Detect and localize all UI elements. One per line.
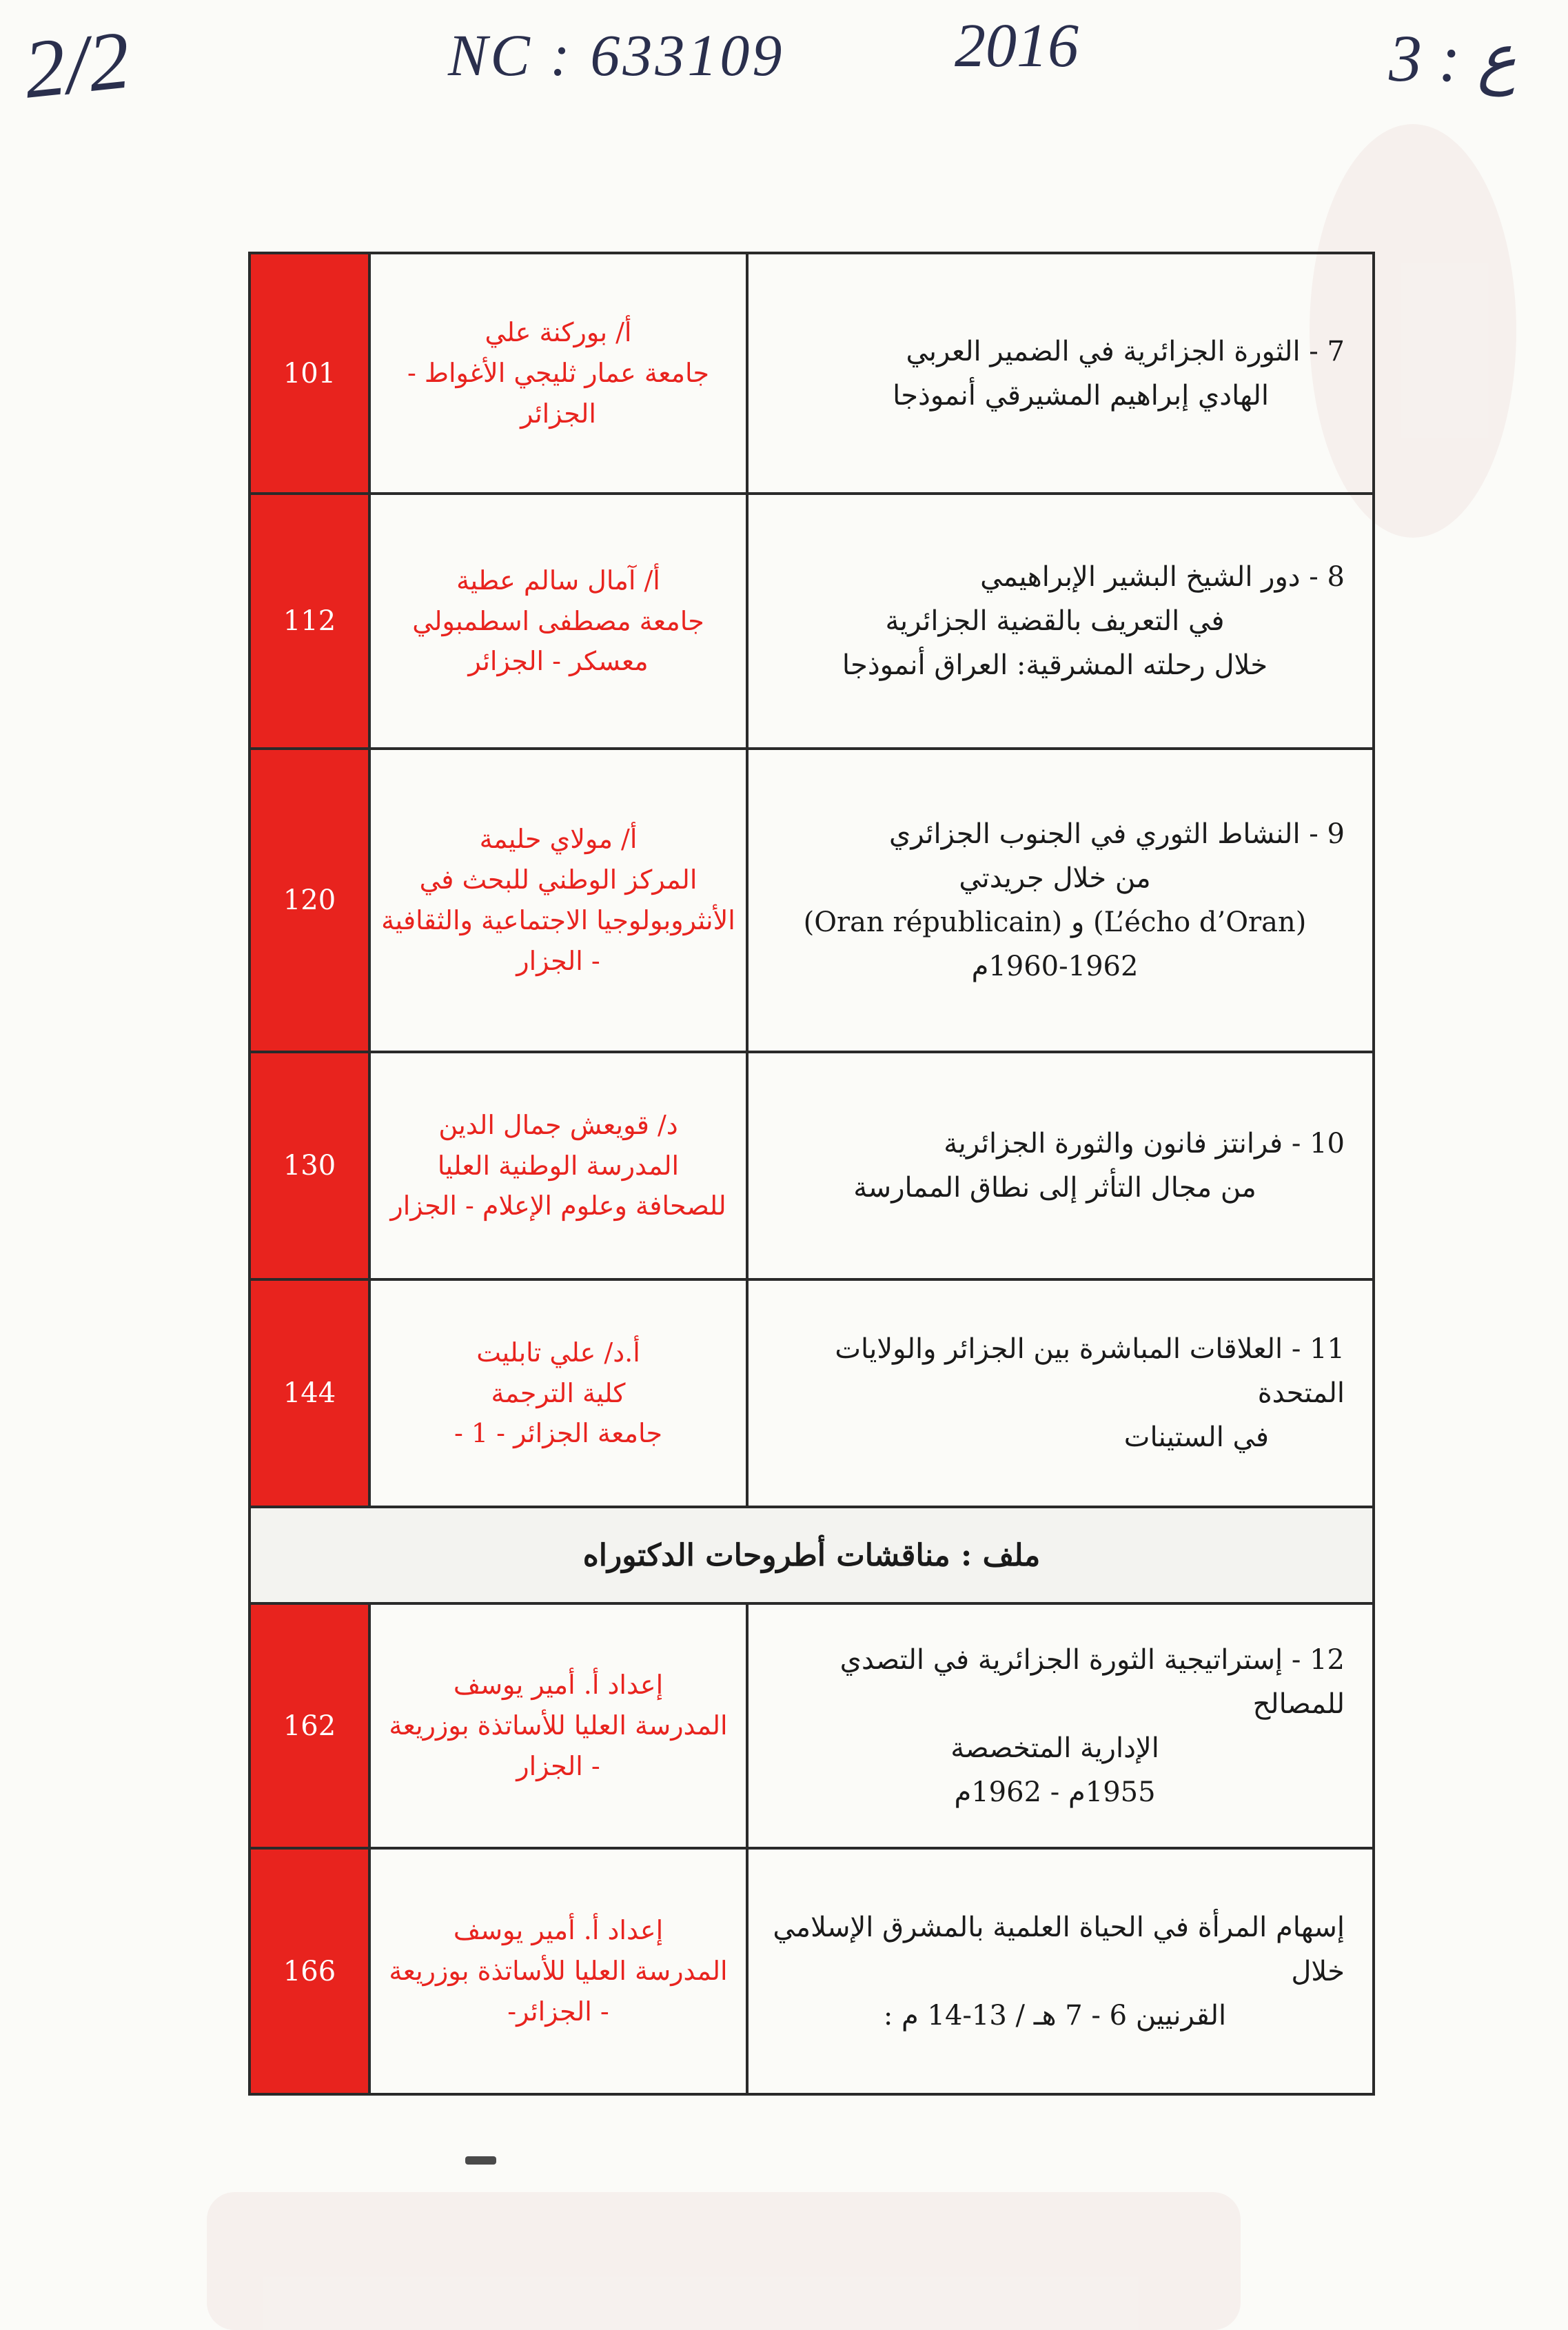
author-cell — [371, 1053, 749, 1278]
title-line: (Oran républicain) و (L’écho d’Oran) — [803, 906, 1307, 938]
title-line: في التعريف بالقضية الجزائرية — [885, 605, 1225, 637]
handwritten-page-mark: 2/2 — [19, 13, 134, 116]
title-line: 9 - النشاط الثوري في الجنوب الجزائري — [889, 818, 1345, 850]
title-line: الإدارية المتخصصة — [950, 1732, 1159, 1764]
page-number: 101 — [251, 254, 371, 492]
scan-speck — [465, 2156, 496, 2165]
toc-row — [251, 1278, 1372, 1506]
author-line: كلية الترجمة — [491, 1377, 626, 1408]
title-cell — [751, 495, 1372, 747]
page-number: 162 — [251, 1605, 371, 1847]
author-line: المدرسة الوطنية العليا — [437, 1150, 680, 1181]
toc-row — [251, 1847, 1372, 2093]
author-cell — [371, 254, 749, 492]
title-line: الهادي إبراهيم المشيرقي أنموذجا — [893, 379, 1269, 412]
title-line: من مجال التأثر إلى نطاق الممارسة — [853, 1172, 1256, 1204]
author-cell — [371, 750, 749, 1051]
author-line: - الجزائر- — [507, 1996, 609, 2027]
author-line: للصحافة وعلوم الإعلام - الجزار — [390, 1191, 726, 1222]
table-of-contents — [248, 252, 1375, 2096]
author-line: - الجزار — [516, 945, 600, 976]
author-line: أ.د/ علي تابليت — [476, 1337, 640, 1368]
title-cell — [751, 1281, 1372, 1506]
author-line: جامعة الجزائر - 1 - — [454, 1418, 663, 1449]
handwritten-reference-number: NC : 633109 — [448, 22, 785, 88]
author-line: أ/ بوركنة علي — [485, 317, 632, 348]
author-line: أ/ مولاي حليمة — [479, 824, 638, 855]
title-line: في الستينات — [1123, 1421, 1269, 1453]
author-cell — [371, 495, 749, 747]
author-line: معسكر - الجزائر — [468, 646, 649, 677]
title-line: 1955م - 1962م — [954, 1776, 1156, 1808]
toc-row — [251, 254, 1372, 492]
page-number: 130 — [251, 1053, 371, 1278]
toc-row — [251, 492, 1372, 747]
author-cell — [371, 1281, 749, 1506]
author-line: الأنثروبولوجيا الاجتماعية والثقافية — [381, 905, 735, 935]
title-line: القرنيين 6 - 7 هـ / 13-14 م : — [883, 1999, 1227, 2032]
page-number: 120 — [251, 750, 371, 1051]
title-line: 10 - فرانتز فانون والثورة الجزائرية — [944, 1128, 1345, 1159]
author-line: - الجزار — [516, 1750, 600, 1781]
author-cell — [371, 1605, 749, 1847]
title-line: خلال رحلته المشرقية: العراق أنموذجا — [842, 649, 1268, 681]
author-line: إعداد أ. أمير يوسف — [453, 1670, 664, 1701]
author-line: أ/ آمال سالم عطية — [456, 565, 660, 596]
toc-row — [251, 1602, 1372, 1847]
section-header-row — [251, 1506, 1372, 1602]
page-number: 166 — [251, 1850, 371, 2093]
section-title: ملف : مناقشات أطروحات الدكتوراه — [582, 1537, 1041, 1573]
title-cell — [751, 1850, 1372, 2093]
author-cell — [371, 1850, 749, 2093]
title-line: 12 - إستراتيجية الثورة الجزائرية في التصدي للمصالح — [839, 1643, 1345, 1720]
handwritten-issue-mark: ع : 3 — [1389, 21, 1517, 95]
title-line: من خلال جريدتي — [959, 862, 1151, 894]
title-cell — [751, 1053, 1372, 1278]
title-line: 11 - العلاقات المباشرة بين الجزائر والولايات المتحدة — [835, 1333, 1345, 1409]
author-line: المدرسة العليا للأساتذة بوزريعة — [389, 1956, 728, 1987]
author-line: جامعة مصطفى اسطمبولي — [412, 605, 704, 636]
author-line: د/ قويعش جمال الدين — [438, 1109, 678, 1140]
title-line: 8 - دور الشيخ البشير الإبراهيمي — [980, 561, 1345, 593]
toc-row — [251, 1051, 1372, 1278]
author-line: الجزائر — [520, 398, 596, 429]
page-number: 144 — [251, 1281, 371, 1506]
title-line: 7 - الثورة الجزائرية في الضمير العربي — [906, 335, 1345, 367]
title-line: 1960-1962م — [971, 951, 1139, 982]
title-cell — [751, 254, 1372, 492]
author-line: جامعة عمار ثليجي الأغواط - — [407, 358, 710, 389]
handwritten-year: 2016 — [955, 12, 1079, 80]
title-cell — [751, 1605, 1372, 1847]
author-line: المدرسة العليا للأساتذة بوزريعة — [389, 1710, 728, 1741]
author-line: المركز الوطني للبحث في — [419, 864, 698, 895]
bleed-through-stain — [207, 2192, 1241, 2330]
toc-row — [251, 747, 1372, 1051]
author-line: إعداد أ. أمير يوسف — [453, 1915, 664, 1946]
title-cell — [751, 750, 1372, 1051]
page-number: 112 — [251, 495, 371, 747]
title-line: إسهام المرأة في الحياة العلمية بالمشرق الإسلامي خلال — [773, 1911, 1345, 1987]
